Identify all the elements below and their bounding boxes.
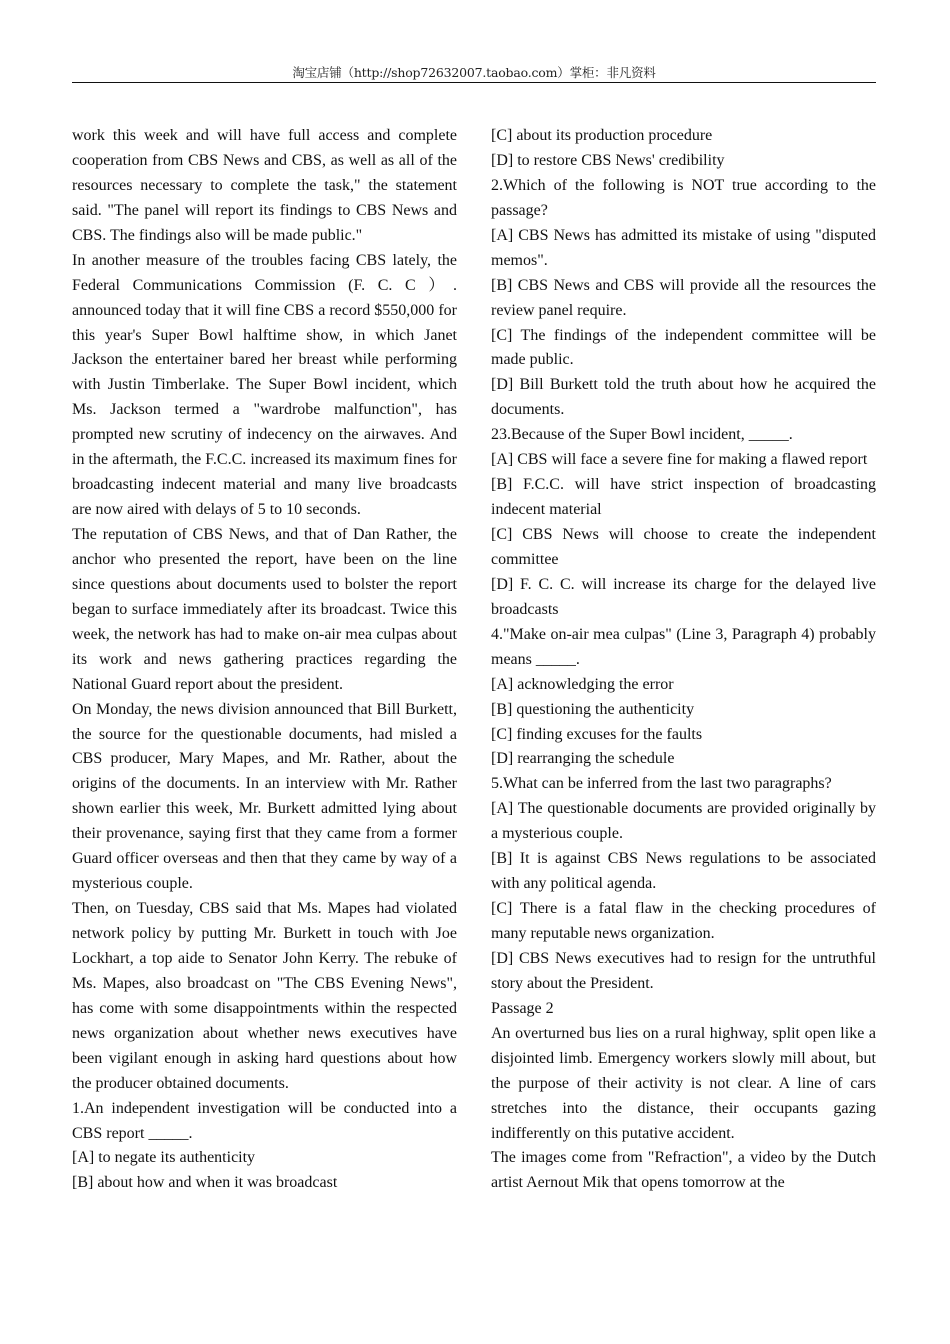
question-stem: 5.What can be inferred from the last two paragraphs?: [491, 775, 832, 793]
question-option: [C] CBS News will choose to create the independent committee: [491, 526, 876, 568]
question-option: [C] The findings of the independent committee will be made public.: [491, 326, 876, 369]
right-column: [491, 124, 876, 1196]
question-option: [D] Bill Burkett told the truth about how he acquired the documents.: [491, 376, 876, 419]
question-option: [A] CBS News has admitted its mistake of using "disputed memos".: [491, 226, 876, 269]
question-option: [B] about how and when it was broadcast: [72, 1174, 338, 1192]
question-option: [A] The questionable documents are provided originally by a mysterious couple.: [491, 800, 876, 843]
passage-paragraph: An overturned bus lies on a rural highway, split open like a disjointed limb. Emergency workers slowly mill about, but the purpose of their activity is not clear. A line of cars stretches into the distance, their occupants gazing indifferently on this putative accident.: [491, 1024, 876, 1142]
question-option: [B] It is against CBS News regulations to be associated with any political agenda.: [491, 850, 876, 893]
left-column: [72, 124, 457, 1196]
question-option: [D] to restore CBS News' credibility: [491, 151, 725, 169]
question-option: [B] questioning the authenticity: [491, 700, 695, 718]
passage-title: Passage 2: [491, 999, 554, 1017]
question-option: [A] acknowledging the error: [491, 675, 674, 693]
passage-paragraph: work this week and will have full access and complete cooperation from CBS News and CBS, as well as all of the resources necessary to complete the task," the statement said. "The panel will report its findings to CBS News and CBS. The findings also will be made public.": [72, 127, 457, 244]
question-option: [C] There is a fatal flaw in the checking procedures of many reputable news organization.: [491, 900, 876, 942]
question-option: [A] to negate its authenticity: [72, 1149, 256, 1167]
question-stem: 23.Because of the Super Bowl incident, _____.: [491, 426, 793, 444]
header-divider: [72, 82, 876, 83]
page-header: 淘宝店铺（http://shop72632007.taobao.com）掌柜：非凡资料: [292, 65, 656, 80]
question-option: [D] rearranging the schedule: [491, 750, 675, 768]
question-option: [D] CBS News executives had to resign for the untruthful story about the President.: [491, 949, 876, 992]
question-option: [B] F.C.C. will have strict inspection of broadcasting indecent material: [491, 476, 876, 519]
question-option: [C] about its production procedure: [491, 127, 713, 144]
question-option: [D] F. C. C. will increase its charge for the delayed live broadcasts: [491, 575, 876, 618]
question-option: [B] CBS News and CBS will provide all the resources the review panel require.: [491, 276, 876, 319]
question-stem: 2.Which of the following is NOT true according to the passage?: [491, 176, 876, 219]
question-stem: 4."Make on-air mea culpas" (Line 3, Paragraph 4) probably means _____.: [491, 625, 876, 668]
passage-paragraph: In another measure of the troubles facing CBS lately, the Federal Communications Commission (F. C. C ）. announced today that it will fine CBS a record $550,000 for this year's Super Bowl halftime show, in which Janet Jackson the entertainer bared her breast while performing with Justin Timberlake. The Super Bowl incident, which Ms. Jackson termed a "wardrobe malfunction", has prompted new scrutiny of indecency on the airwaves. And in the aftermath, the F.C.C. increased its maximum fines for broadcasting indecent material and many live broadcasts are now aired with delays of 5 to 10 seconds.: [72, 251, 457, 519]
passage-paragraph: The reputation of CBS News, and that of Dan Rather, the anchor who presented the report, have been on the line since questions about documents used to bolster the report began to surface immediately after its broadcast. Twice this week, the network has had to make on-air mea culpas about its work and news gathering practices regarding the National Guard report about the president.: [72, 526, 457, 693]
question-option: [C] finding excuses for the faults: [491, 725, 703, 743]
passage-paragraph: On Monday, the news division announced that Bill Burkett, the source for the questionable documents, had misled a CBS producer, Mary Mapes, and Mr. Rather, about the origins of the documents. In an interview with Mr. Rather shown earlier this week, Mr. Burkett admitted lying about their provenance, saying first that they came from a former Guard officer overseas and then that they came by way of a mysterious couple.: [72, 700, 457, 893]
passage-paragraph: Then, on Tuesday, CBS said that Ms. Mapes had violated network policy by putting Mr. Burkett in touch with Joe Lockhart, a top aide to Senator John Kerry. The rebuke of Ms. Mapes, also broadcast on "The CBS Evening News", has come with some disappointments within the respected news organization about whether news executives have been vigilant enough in asking hard questions about how the producer obtained documents.: [72, 900, 457, 1092]
passage-paragraph: The images come from "Refraction", a video by the Dutch artist Aernout Mik that opens tomorrow at the: [491, 1149, 876, 1192]
question-stem: 1.An independent investigation will be conducted into a CBS report _____.: [72, 1099, 457, 1142]
question-option: [A] CBS will face a severe fine for making a flawed report: [491, 451, 868, 469]
